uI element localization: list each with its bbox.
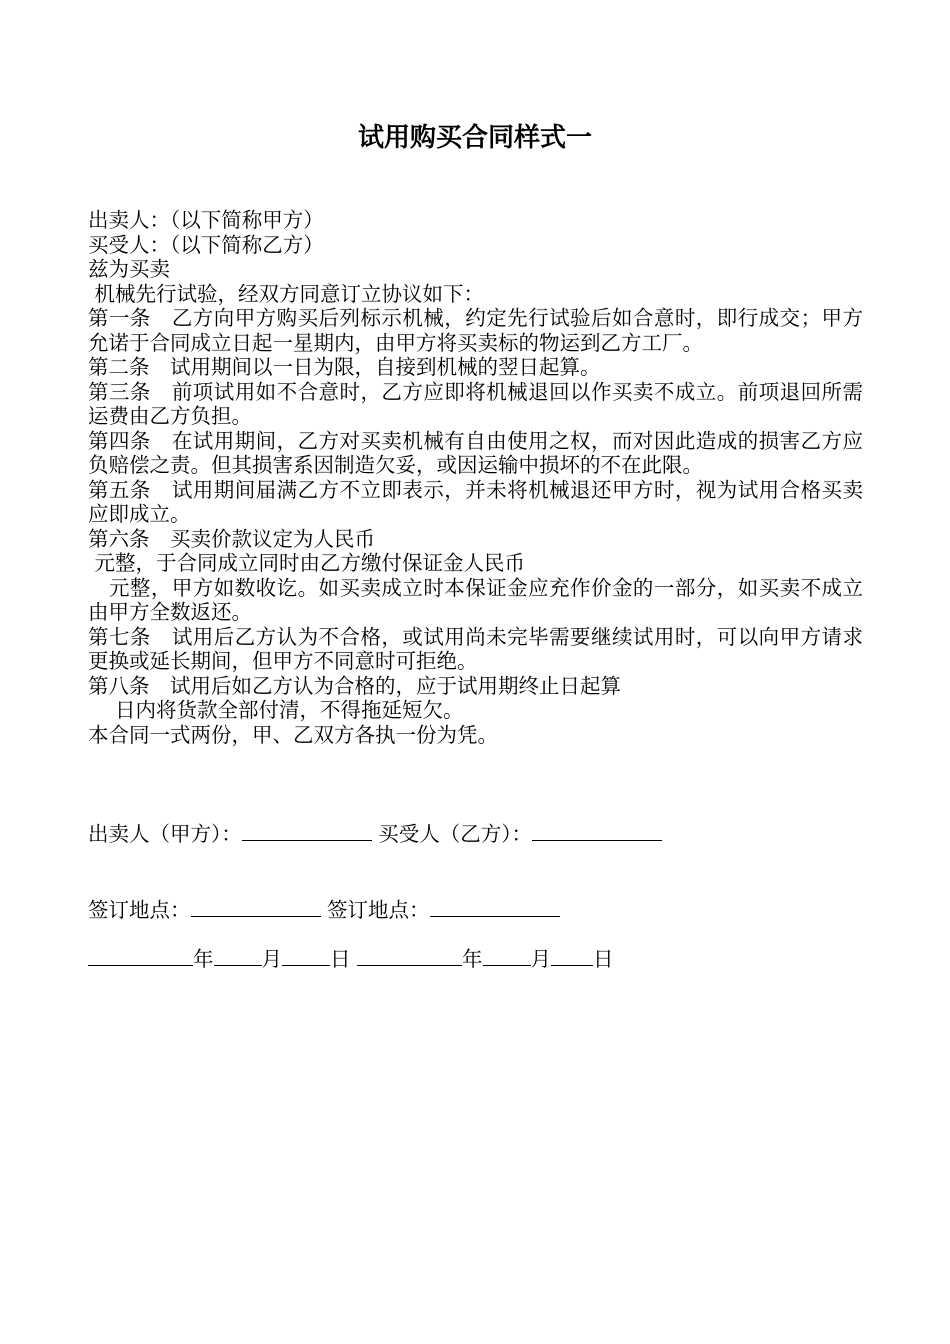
buyer-day-blank[interactable] bbox=[551, 943, 593, 966]
place-blank-buyer[interactable] bbox=[430, 894, 560, 917]
article-8: 第八条 试用后如乙方认为合格的，应于试用期终止日起算 bbox=[88, 673, 621, 698]
place-blank-seller[interactable] bbox=[191, 894, 321, 917]
year-label: 年 bbox=[193, 947, 214, 971]
buyer-month-blank[interactable] bbox=[483, 943, 531, 966]
seller-year-blank[interactable] bbox=[88, 943, 193, 966]
article-3: 第三条 前项试用如不合意时，乙方应即将机械退回以作买卖不成立。前项退回所需运费由乙方负担。 bbox=[88, 379, 863, 428]
intro-line: 兹为买卖 bbox=[88, 257, 170, 281]
article-6: 第六条 买卖价款议定为人民币 bbox=[88, 526, 375, 551]
year-label: 年 bbox=[462, 947, 483, 971]
article-6-line-2: 元整，于合同成立同时由乙方缴付保证金人民币 bbox=[88, 551, 526, 575]
month-label: 月 bbox=[530, 947, 552, 971]
seller-line: 出卖人：（以下简称甲方） bbox=[88, 208, 324, 232]
article-6-line-3: 元整，甲方如数收讫。如买卖成立时本保证金应充作价金的一部分，如买卖不成立由甲方全数返还。 bbox=[88, 575, 863, 624]
day-label: 日 bbox=[330, 947, 351, 971]
buyer-line: 买受人：（以下简称乙方） bbox=[88, 232, 324, 257]
seller-signature-label: 出卖人（甲方）： bbox=[88, 822, 242, 846]
buyer-signature-blank[interactable] bbox=[532, 818, 662, 841]
article-4: 第四条 在试用期间，乙方对买卖机械有自由使用之权，而对因此造成的损害乙方应负赔偿之责。但其损害系因制造欠妥，或因运输中损坏的不在此限。 bbox=[88, 428, 863, 477]
seller-day-blank[interactable] bbox=[282, 943, 330, 966]
closing-line: 本合同一式两份，甲、乙双方各执一份为凭。 bbox=[88, 722, 498, 747]
place-label-buyer: 签订地点： bbox=[327, 898, 430, 922]
intro-line-2: 机械先行试验，经双方同意订立协议如下： bbox=[88, 281, 485, 306]
place-row bbox=[88, 894, 560, 924]
signature-row bbox=[88, 818, 662, 848]
seller-month-blank[interactable] bbox=[214, 943, 262, 966]
article-7: 第七条 试用后乙方认为不合格，或试用尚未完毕需要继续试用时，可以向甲方请求更换或延长期间，但甲方不同意时可拒绝。 bbox=[88, 624, 863, 673]
month-label: 月 bbox=[261, 947, 282, 971]
buyer-signature-label: 买受人（乙方）： bbox=[378, 822, 533, 846]
article-8-line-2: 日内将货款全部付清，不得拖延短欠。 bbox=[88, 698, 464, 722]
date-row bbox=[88, 943, 614, 973]
document-title: 试用购买合同样式一 bbox=[357, 123, 592, 153]
buyer-year-blank[interactable] bbox=[357, 943, 462, 966]
article-1: 第一条 乙方向甲方购买后列标示机械，约定先行试验后如合意时，即行成交；甲方允诺于合同成立日起一星期内，由甲方将买卖标的物运到乙方工厂。 bbox=[88, 306, 863, 355]
article-5: 第五条 试用期间届满乙方不立即表示，并未将机械退还甲方时，视为试用合格买卖应即成立。 bbox=[88, 477, 863, 526]
day-label: 日 bbox=[593, 947, 614, 971]
article-2: 第二条 试用期间以一日为限，自接到机械的翌日起算。 bbox=[88, 355, 601, 379]
contract-body bbox=[88, 208, 863, 747]
place-label-seller: 签订地点： bbox=[88, 898, 191, 922]
seller-signature-blank[interactable] bbox=[242, 818, 372, 841]
